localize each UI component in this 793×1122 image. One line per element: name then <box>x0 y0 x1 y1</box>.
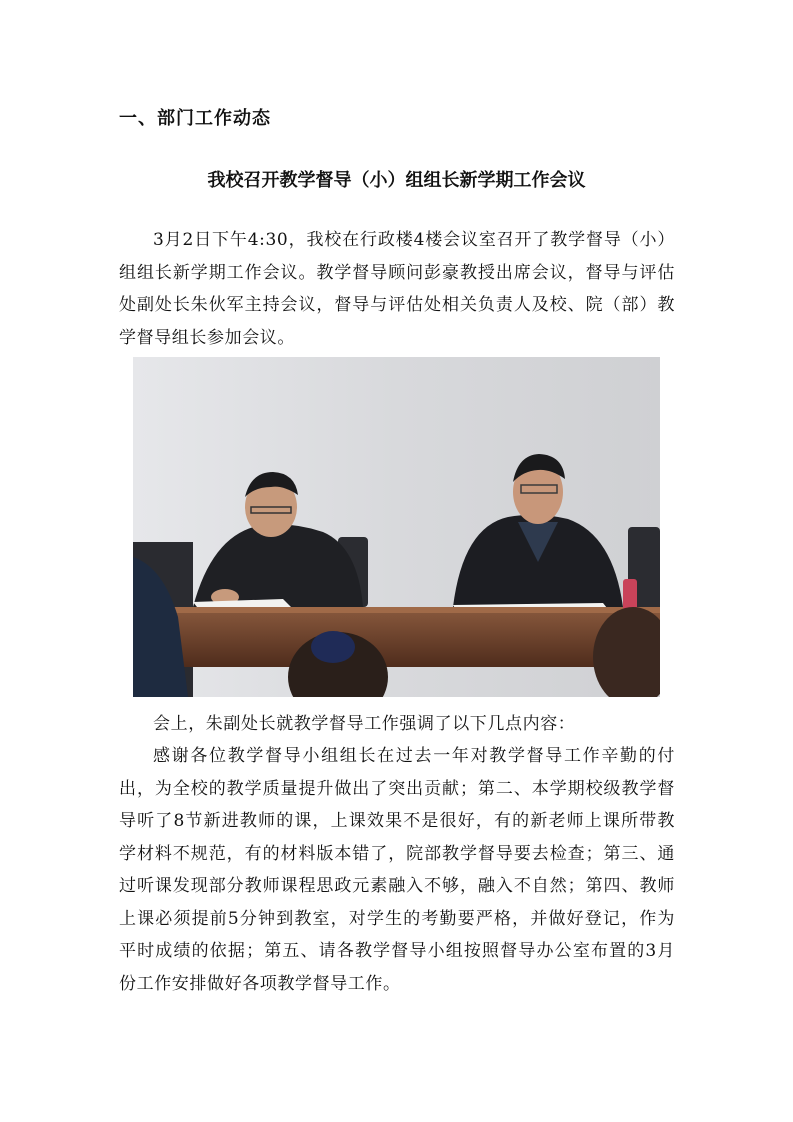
meeting-paragraph: 会上，朱副处长就教学督导工作强调了以下几点内容： <box>153 714 576 734</box>
points-paragraph: 感谢各位教学督导小组组长在过去一年对教学督导工作辛勤的付出，为全校的教学质量提升做出了突出贡献；第二、本学期校级教学督导听了8节新进教师的课，上课效果不是很好，有的新老师上课所带教学材料不规范，有的材料版本错了，院部教学督导要去检查；第三、通过听课发现部分教师课程思政元素融入不够，融入不自然；第四、教师上课必须提前5分钟到教室，对学生的考勤要严格，并做好登记，作为平时成绩的依据；第五、请各教学督导小组按照督导办公室布置的3月份工作安排做好各项教学督导工作。 <box>119 746 675 994</box>
meeting-photo <box>133 357 660 697</box>
article-title: 我校召开教学督导（小）组组长新学期工作会议 <box>207 170 586 191</box>
photo-table <box>173 607 660 667</box>
intro-paragraph: 3月2日下午4:30，我校在行政楼4楼会议室召开了教学督导（小）组组长新学期工作会议。教学督导顾问彭豪教授出席会议，督导与评估处副处长朱伙军主持会议，督导与评估处相关负责人及校、院（部）教学督导组长参加会议。 <box>119 230 675 348</box>
section-heading: 一、部门工作动态 <box>119 108 271 129</box>
